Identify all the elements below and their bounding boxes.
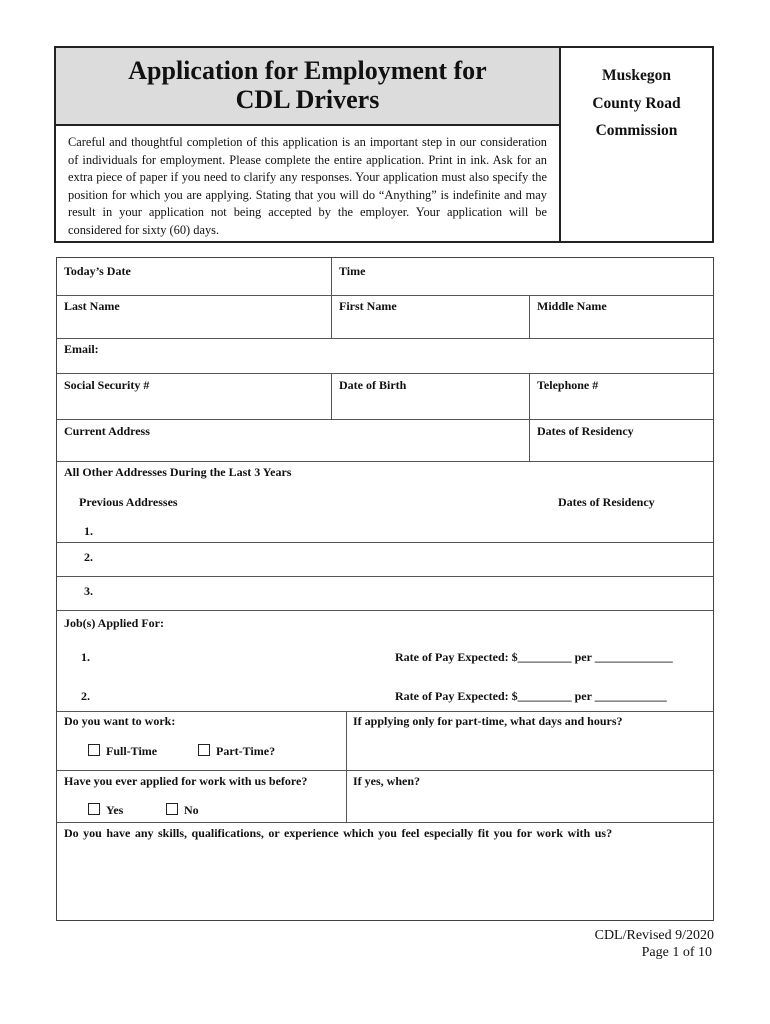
current-address-field[interactable]: Current Address (64, 424, 150, 438)
ssn-field[interactable]: Social Security # (64, 378, 150, 392)
title-line-1: Application for Employment for (128, 56, 487, 85)
no-option[interactable] (166, 803, 199, 817)
if-yes-when-field[interactable]: If yes, when? (353, 774, 421, 788)
previous-address-2-field[interactable]: 2. (84, 550, 93, 564)
col-divider (529, 419, 530, 461)
row-divider (57, 295, 713, 296)
row-divider (57, 770, 713, 771)
header-block (54, 46, 714, 243)
telephone-field[interactable]: Telephone # (537, 378, 599, 392)
revision-note: CDL/Revised 9/2020 (594, 928, 714, 943)
job-2-field[interactable]: 2. (81, 689, 90, 703)
full-time-option[interactable] (88, 744, 157, 758)
col-divider (331, 295, 332, 338)
middle-name-field[interactable]: Middle Name (537, 299, 607, 313)
previous-address-1-field[interactable]: 1. (84, 524, 93, 538)
row-divider (57, 576, 713, 577)
row-divider (57, 711, 713, 712)
col-divider (529, 373, 530, 419)
applied-before-label: Have you ever applied for work with us before? (64, 774, 308, 788)
col-divider (331, 258, 332, 295)
other-addresses-heading: All Other Addresses During the Last 3 Years (64, 465, 292, 479)
yes-option[interactable] (88, 803, 123, 817)
rate-of-pay-2-field[interactable]: Rate of Pay Expected: $_________ per ____________ (395, 689, 667, 703)
previous-address-3-field[interactable]: 3. (84, 584, 93, 598)
skills-question-field[interactable]: Do you have any skills, qualifications, or experience which you feel especially fit you for work with us? (64, 826, 613, 840)
row-divider (57, 542, 713, 543)
intro-paragraph: Careful and thoughtful completion of this application is an important step in our consideration of individuals for employment. Please complete the entire application. Print in ink. Ask for an extra piece of paper if you need to clarify any responses. Your application must also specify the position for which you are applying. Stating that you will do “Anything” is indefinite and may result in your application not being accepted by the employer. Your application will be considered for sixty (60) days. (56, 126, 561, 241)
dob-field[interactable]: Date of Birth (339, 378, 407, 392)
row-divider (57, 338, 713, 339)
no-checkbox[interactable] (166, 803, 178, 815)
title-box (56, 48, 561, 126)
job-1-field[interactable]: 1. (81, 650, 90, 664)
organization-name (561, 48, 712, 145)
part-time-label: Part-Time? (216, 744, 276, 758)
no-label: No (184, 803, 199, 817)
row-divider (57, 373, 713, 374)
full-time-label: Full-Time (106, 744, 158, 758)
row-divider (57, 461, 713, 462)
col-divider (346, 711, 347, 822)
full-time-checkbox[interactable] (88, 744, 100, 756)
col-divider (529, 295, 530, 338)
previous-residency-dates-label: Dates of Residency (558, 495, 655, 509)
want-to-work-label: Do you want to work: (64, 714, 176, 728)
title-line-2: CDL Drivers (235, 85, 380, 114)
col-divider (331, 373, 332, 419)
application-form (56, 257, 714, 921)
row-divider (57, 822, 713, 823)
part-time-hours-field[interactable]: If applying only for part-time, what days and hours? (353, 714, 623, 728)
row-divider (57, 610, 713, 611)
page-title (56, 48, 559, 114)
row-divider (57, 419, 713, 420)
residency-dates-field[interactable]: Dates of Residency (537, 424, 634, 438)
rate-of-pay-1-field[interactable]: Rate of Pay Expected: $_________ per _____________ (395, 650, 673, 664)
org-line-3: Commission (595, 122, 678, 139)
org-line-2: County Road (592, 94, 681, 112)
part-time-checkbox[interactable] (198, 744, 210, 756)
page-number: Page 1 of 10 (641, 945, 712, 960)
email-field[interactable]: Email: (64, 342, 99, 356)
yes-label: Yes (106, 803, 124, 817)
time-field[interactable]: Time (339, 264, 366, 278)
todays-date-field[interactable]: Today’s Date (64, 264, 131, 278)
yes-checkbox[interactable] (88, 803, 100, 815)
part-time-option[interactable] (198, 744, 275, 758)
jobs-applied-heading: Job(s) Applied For: (64, 616, 165, 630)
last-name-field[interactable]: Last Name (64, 299, 120, 313)
first-name-field[interactable]: First Name (339, 299, 397, 313)
org-line-1: Muskegon (602, 67, 671, 84)
previous-addresses-label: Previous Addresses (79, 495, 178, 509)
